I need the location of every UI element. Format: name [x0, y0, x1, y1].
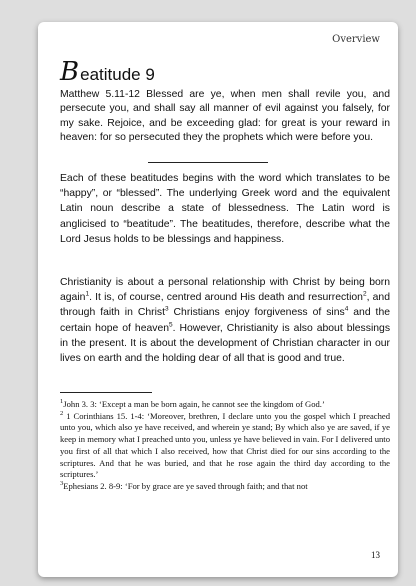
- body-paragraph-2: [60, 275, 390, 366]
- footnote-text: 1 Corinthians 15. 1-4: ‘Moreover, brethren, I declare unto you the gospel which I preached unto you, which also ye have received, and wherein ye stand; By which also ye are saved, if ye keep in memory what I preached unto you, unless ye have believed in vain. For I delivered unto you first of all that which I also received, how that Christ died for our sins according to the scriptures. And that he was buried, and that he rose again the third day according to the scriptures.’: [60, 410, 390, 480]
- footnote-marker: 2: [60, 409, 64, 417]
- paragraph-text: . However, Christianity is also about blessings in the present. It is about the development of Christian character in our lives on earth and the holding dear of all that is good and true.: [60, 322, 391, 365]
- footnote-marker: 1: [60, 398, 64, 406]
- footnote-text: John 3. 3: ‘Except a man be born again, he cannot see the kingdom of God.’: [63, 399, 325, 409]
- footnotes: [60, 399, 390, 493]
- paragraph-text: Christians enjoy forgiveness of sins: [168, 307, 345, 319]
- footnote-3: [60, 481, 390, 493]
- scripture-verse: Matthew 5.11-12 Blessed are ye, when men shall revile you, and persecute you, and shall say all manner of evil against you falsely, for my sake. Rejoice, and be exceeding glad: for great is your reward in heaven: for so persecuted they the prophets which were before you.: [60, 89, 390, 144]
- footnote-1: [60, 399, 390, 411]
- heading-dropcap: B: [60, 57, 80, 87]
- page-number: 13: [371, 550, 380, 560]
- footnote-ref-2[interactable]: 2: [362, 290, 367, 298]
- section-divider: [148, 162, 268, 163]
- section-heading: [60, 58, 155, 86]
- footnote-text: Ephesians 2. 8-9: ‘For by grace are ye saved through faith; and that not: [63, 480, 308, 491]
- footnote-marker: 3: [60, 480, 64, 488]
- footnote-ref-3[interactable]: 3: [164, 305, 169, 313]
- book-page: [38, 22, 398, 577]
- paragraph-text: and the certain hope of heaven: [60, 307, 391, 334]
- footnote-ref-4[interactable]: 4: [344, 305, 349, 313]
- paragraph-text: . It is, of course, centred around His death and resurrection: [89, 292, 363, 304]
- footnote-ref-1[interactable]: 1: [85, 290, 90, 298]
- running-head: Overview: [332, 34, 380, 45]
- heading-text: eatitude 9: [80, 65, 155, 84]
- footnote-rule: [60, 392, 152, 393]
- paragraph-text: Christianity is about a personal relationship with Christ by being born again: [60, 277, 390, 304]
- body-paragraph-1: Each of these beatitudes begins with the word which translates to be “happy”, or “blessed”. The underlying Greek word and the equivalent Latin noun describe a state of blessedness. The Latin word is anglicised to “beatitude”. The beatitudes, therefore, describe what the Lord Jesus holds to be blessings and happiness.: [60, 173, 390, 245]
- footnote-ref-5[interactable]: 5: [169, 321, 173, 329]
- footnote-2: [60, 411, 390, 481]
- paragraph-text: , and through faith in Christ: [60, 292, 390, 319]
